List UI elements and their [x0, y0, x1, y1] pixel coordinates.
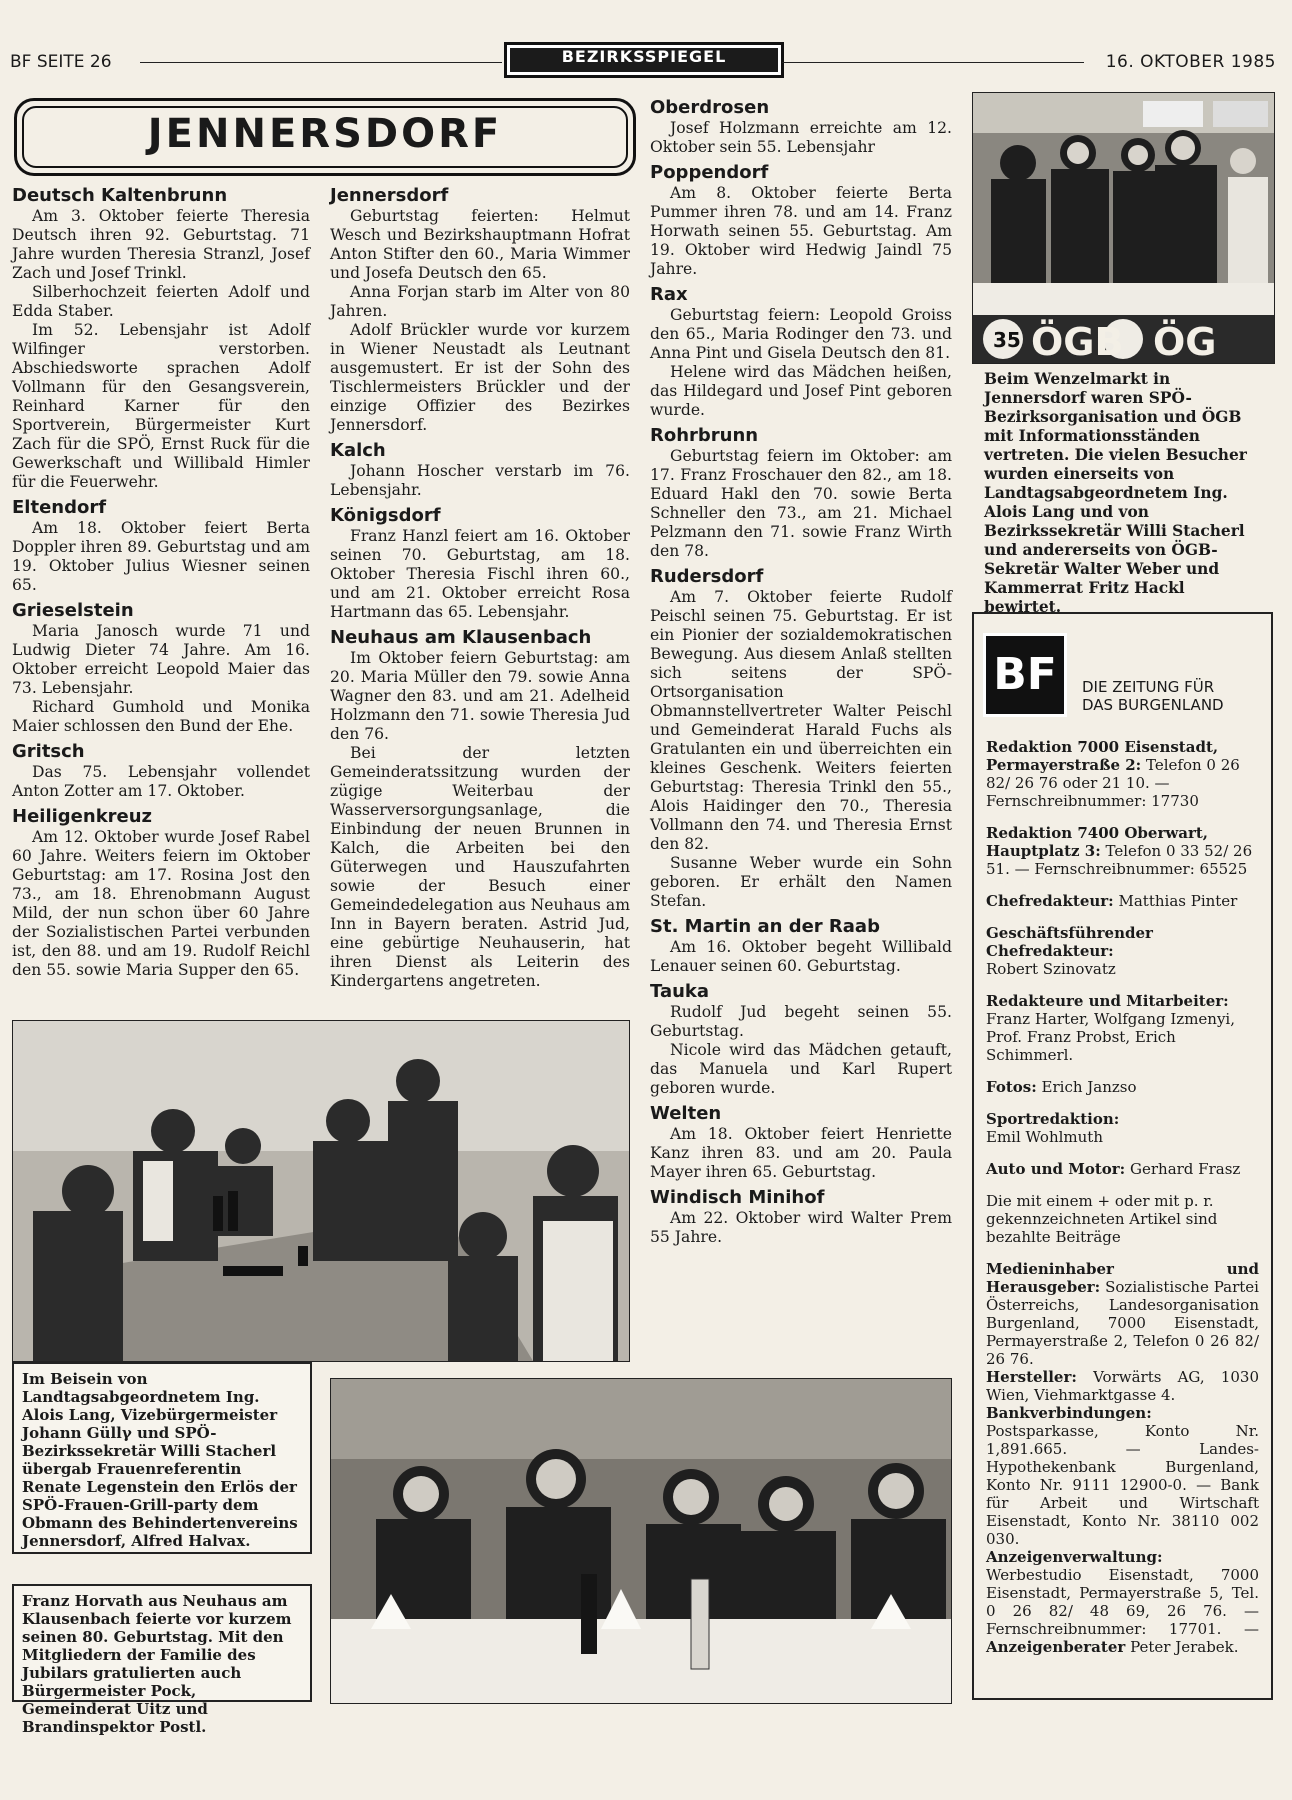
article-paragraph: Bei der letzten Gemeinderatssitzung wurden der zügige Weiterbau der Wasserversorgungsanlage, die Einbindung der neuen Brunnen in Kalch, die Arbeiten bei den Güterwegen und Hauszufahrten sowie der Besuch einer Gemeindedelegation aus Neuhaus am Inn in Bayern beraten. Astrid Jud, eine gebürtige Neuhauserin, hat ihren Dienst als Leiterin des Kindergartens angetreten.	[330, 744, 630, 990]
article-paragraph: Rudolf Jud begeht seinen 55. Geburtstag.	[650, 1003, 952, 1040]
article-paragraph: Geburtstag feiern im Oktober: am 17. Franz Froschauer den 82., am 18. Eduard Hakl den 70. sowie Berta Schneller den 73., am 21. Michael Pelzmann den 71. sowie Franz Wirth den 78.	[650, 447, 952, 560]
article-heading: Welten	[650, 1103, 722, 1124]
horvath-photo	[330, 1378, 952, 1704]
article-heading: Jennersdorf	[330, 185, 449, 206]
column-2	[330, 180, 630, 991]
article-paragraph: Am 8. Oktober feierte Berta Pummer ihren 78. und am 14. Franz Horwath seinen 55. Geburtstag. Am 19. Oktober wird Hedwig Jaindl 75 Jahre.	[650, 184, 952, 278]
bf-logo: BF	[986, 636, 1064, 714]
article-paragraph: Im Oktober feiern Geburtstag: am 20. Maria Müller den 79. sowie Anna Wagner den 83. und am 21. Adelheid Holzmann den 71. sowie Theresia Jud den 76.	[330, 649, 630, 743]
page-number: BF SEITE 26	[10, 52, 112, 72]
article-paragraph: Nicole wird das Mädchen getauft, das Manuela und Karl Rupert geboren wurde.	[650, 1041, 952, 1097]
imprint-redakteure: Redakteure und Mitarbeiter: Franz Harter, Wolfgang Izmenyi, Prof. Franz Probst, Erich Schimmerl.	[986, 992, 1235, 1064]
article-paragraph: Am 18. Oktober feiert Berta Doppler ihren 89. Geburtstag und am 19. Oktober Julius Wiesner seinen 65.	[12, 519, 310, 594]
imprint-box	[972, 612, 1273, 1700]
photo-sign-ogb: ÖGB	[1031, 320, 1124, 363]
imprint-publisher: Medieninhaber und Herausgeber: Sozialistische Partei Österreichs, Landesorganisation Burgenland, 7000 Eisenstadt, Permayerstraße 2, Telefon 0 26 82/ 26 76. Hersteller: Vorwärts AG, 1030 Wien, Viehmarktgasse 4. Bankverbindungen: Postsparkasse, Konto Nr. 1,891.665. — Landes-Hypothekenbank Burgenland, Konto Nr. 9111 12900-0. — Bank für Arbeit und Wirtschaft Eisenstadt, Konto Nr. 38110 002 030. Anzeigenverwaltung: Werbestudio Eisenstadt, 7000 Eisenstadt, Permayerstraße 5, Tel. 0 26 82/ 48 69, 26 76. — Fernschreibnummer: 17701. — Anzeigenberater Peter Jerabek.	[986, 1260, 1259, 1656]
article-paragraph: Susanne Weber wurde ein Sohn geboren. Er erhält den Namen Stefan.	[650, 854, 952, 910]
imprint-chefredakteur: Chefredakteur: Matthias Pinter	[986, 892, 1238, 910]
article-paragraph: Am 18. Oktober feiert Henriette Kanz ihren 83. und am 20. Paula Mayer ihren 65. Geburtstag.	[650, 1125, 952, 1181]
page-title: JENNERSDORF	[22, 106, 628, 168]
column-1	[12, 180, 310, 980]
market-caption: Beim Wenzelmarkt in Jennersdorf waren SPÖ-Bezirksorganisation und ÖGB mit Informationsständen vertreten. Die vielen Besucher wurden einerseits von Landtagsabgeordnetem Ing. Alois Lang und von Bezirkssekretär Willi Stacherl und andererseits von ÖGB-Sekretär Walter Weber und Kammerrat Fritz Hackl bewirtet.	[984, 370, 1247, 616]
imprint-redaktion-oberwart: Redaktion 7400 Oberwart, Hauptplatz 3: Telefon 0 33 52/ 26 51. — Fernschreibnummer: 65525	[986, 824, 1253, 878]
article-heading: Poppendorf	[650, 162, 769, 183]
article-heading: St. Martin an der Raab	[650, 916, 880, 937]
header-rule-left	[140, 62, 502, 63]
section-box	[504, 42, 784, 78]
article-heading: Heiligenkreuz	[12, 806, 153, 827]
grill-party-caption: Im Beisein von Landtagsabgeordnetem Ing. Alois Lang, Vizebürgermeister Johann Güllγ und SPÖ-Bezirkssekretär Willi Stacherl übergab Frauenreferentin Renate Legenstein den Erlös der SPÖ-Frauen-Grill-party dem Obmann des Behindertenvereins Jennersdorf, Alfred Halvax.	[12, 1362, 312, 1554]
imprint-note: Die mit einem + oder mit p. r. gekennzeichneten Artikel sind bezahlte Beiträge	[986, 1192, 1218, 1246]
article-paragraph: Adolf Brückler wurde vor kurzem in Wiener Neustadt als Leutnant ausgemustert. Er ist der Sohn des Tischlermeisters Brückler und der einzige Offizier des Bezirkes Jennersdorf.	[330, 321, 630, 434]
article-heading: Rudersdorf	[650, 566, 764, 587]
issue-date: 16. OKTOBER 1985	[1105, 52, 1276, 72]
article-paragraph: Am 12. Oktober wurde Josef Rabel 60 Jahre. Weiters feiern im Oktober Geburtstag: am 17. Rosina Jost den 73., am 18. Ehrenobmann August Mild, der nun schon über 60 Jahre der Sozialistischen Partei verbunden ist, den 88. und am 19. Rudolf Reichl den 55. sowie Maria Supper den 65.	[12, 828, 310, 979]
imprint-redaktion-eisenstadt: Redaktion 7000 Eisenstadt, Permayerstraße 2: Telefon 0 26 82/ 26 76 oder 21 10. — Fernschreibnummer: 17730	[986, 738, 1240, 810]
article-paragraph: Am 7. Oktober feierte Rudolf Peischl seinen 75. Geburtstag. Er ist ein Pionier der sozialdemokratischen Bewegung. Aus diesem Anlaß stellten sich seitens der SPÖ-Ortsorganisation Obmannstellvertreter Walter Peischl und Gemeinderat Harald Fuchs als Gratulanten ein und überreichten ein kleines Geschenk. Weiters feierten Geburtstag: Theresia Trinkl den 55., Alois Haidinger den 70., Theresia Vollmann den 74. und Theresia Ernst den 82.	[650, 588, 952, 853]
article-paragraph: Josef Holzmann erreichte am 12. Oktober sein 55. Lebensjahr	[650, 119, 952, 156]
title-frame	[14, 98, 636, 176]
tagline-line-1: DIE ZEITUNG FÜR	[1082, 678, 1215, 696]
article-paragraph: Im 52. Lebensjahr ist Adolf Wilfinger verstorben. Abschiedsworte sprachen Adolf Vollmann für den Gesangsverein, Reinhard Karner für den Sportverein, Bürgermeister Kurt Zach für die SPÖ, Ernst Ruck für die Gewerkschaft und Willibald Himler für die Feuerwehr.	[12, 321, 310, 491]
article-paragraph: Johann Hoscher verstarb im 76. Lebensjahr.	[330, 462, 630, 499]
tagline-line-2: DAS BURGENLAND	[1082, 696, 1224, 714]
article-paragraph: Geburtstag feierten: Helmut Wesch und Bezirkshauptmann Hofrat Anton Stifter den 60., Maria Wimmer und Josefa Deutsch den 65.	[330, 207, 630, 282]
article-heading: Grieselstein	[12, 600, 134, 621]
article-paragraph: Geburtstag feiern: Leopold Groiss den 65., Maria Rodinger den 73. und Anna Pint und Gisela Deutsch den 81.	[650, 306, 952, 362]
article-heading: Rohrbrunn	[650, 425, 759, 446]
article-heading: Oberdrosen	[650, 97, 770, 118]
imprint-auto: Auto und Motor: Gerhard Frasz	[986, 1160, 1241, 1178]
section-title: BEZIRKSSPIEGEL	[510, 48, 778, 72]
photo-sign-35: 35	[993, 328, 1021, 352]
imprint-sport: Sportredaktion: Emil Wohlmuth	[986, 1110, 1120, 1146]
column-3	[650, 92, 952, 1247]
article-heading: Königsdorf	[330, 505, 441, 526]
article-heading: Neuhaus am Klausenbach	[330, 627, 592, 648]
market-photo	[972, 92, 1275, 364]
article-paragraph: Richard Gumhold und Monika Maier schlossen den Bund der Ehe.	[12, 698, 310, 735]
article-heading: Windisch Minihof	[650, 1187, 825, 1208]
article-heading: Rax	[650, 284, 688, 305]
article-paragraph: Am 3. Oktober feierte Theresia Deutsch ihren 92. Geburtstag. 71 Jahre wurden Theresia Stranzl, Josef Zach und Josef Trinkl.	[12, 207, 310, 282]
article-paragraph: Am 22. Oktober wird Walter Prem 55 Jahre.	[650, 1209, 952, 1246]
article-paragraph: Maria Janosch wurde 71 und Ludwig Dieter 74 Jahre. Am 16. Oktober erreicht Leopold Maier das 73. Lebensjahr.	[12, 622, 310, 697]
imprint-fotos: Fotos: Erich Janzso	[986, 1078, 1137, 1096]
article-paragraph: Das 75. Lebensjahr vollendet Anton Zotter am 17. Oktober.	[12, 763, 310, 800]
article-heading: Kalch	[330, 440, 386, 461]
article-heading: Deutsch Kaltenbrunn	[12, 185, 228, 206]
header-rule-right	[782, 62, 1084, 63]
grill-party-photo	[12, 1020, 630, 1362]
article-paragraph: Helene wird das Mädchen heißen, das Hildegard und Josef Pint geboren wurde.	[650, 363, 952, 419]
article-heading: Eltendorf	[12, 497, 107, 518]
horvath-caption: Franz Horvath aus Neuhaus am Klausenbach feierte vor kurzem seinen 80. Geburtstag. Mit den Mitgliedern der Familie des Jubilars gratulierten auch Bürgermeister Pock, Gemeinderat Uitz und Brandinspektor Postl.	[12, 1584, 312, 1702]
article-paragraph: Silberhochzeit feierten Adolf und Edda Staber.	[12, 283, 310, 320]
article-paragraph: Am 16. Oktober begeht Willibald Lenauer seinen 60. Geburtstag.	[650, 938, 952, 975]
photo-sign-og: ÖG	[1153, 320, 1217, 363]
article-paragraph: Franz Hanzl feiert am 16. Oktober seinen 70. Geburtstag, am 18. Oktober Theresia Fischl ihren 60., und am 21. Oktober erreicht Rosa Hartmann das 65. Lebensjahr.	[330, 527, 630, 621]
article-heading: Tauka	[650, 981, 710, 1002]
article-paragraph: Anna Forjan starb im Alter von 80 Jahren.	[330, 283, 630, 320]
article-heading: Gritsch	[12, 741, 85, 762]
imprint-geschaeftsfuehrer: Geschäftsführender Chefredakteur: Robert Szinovatz	[986, 924, 1153, 978]
tagline	[1082, 678, 1224, 714]
